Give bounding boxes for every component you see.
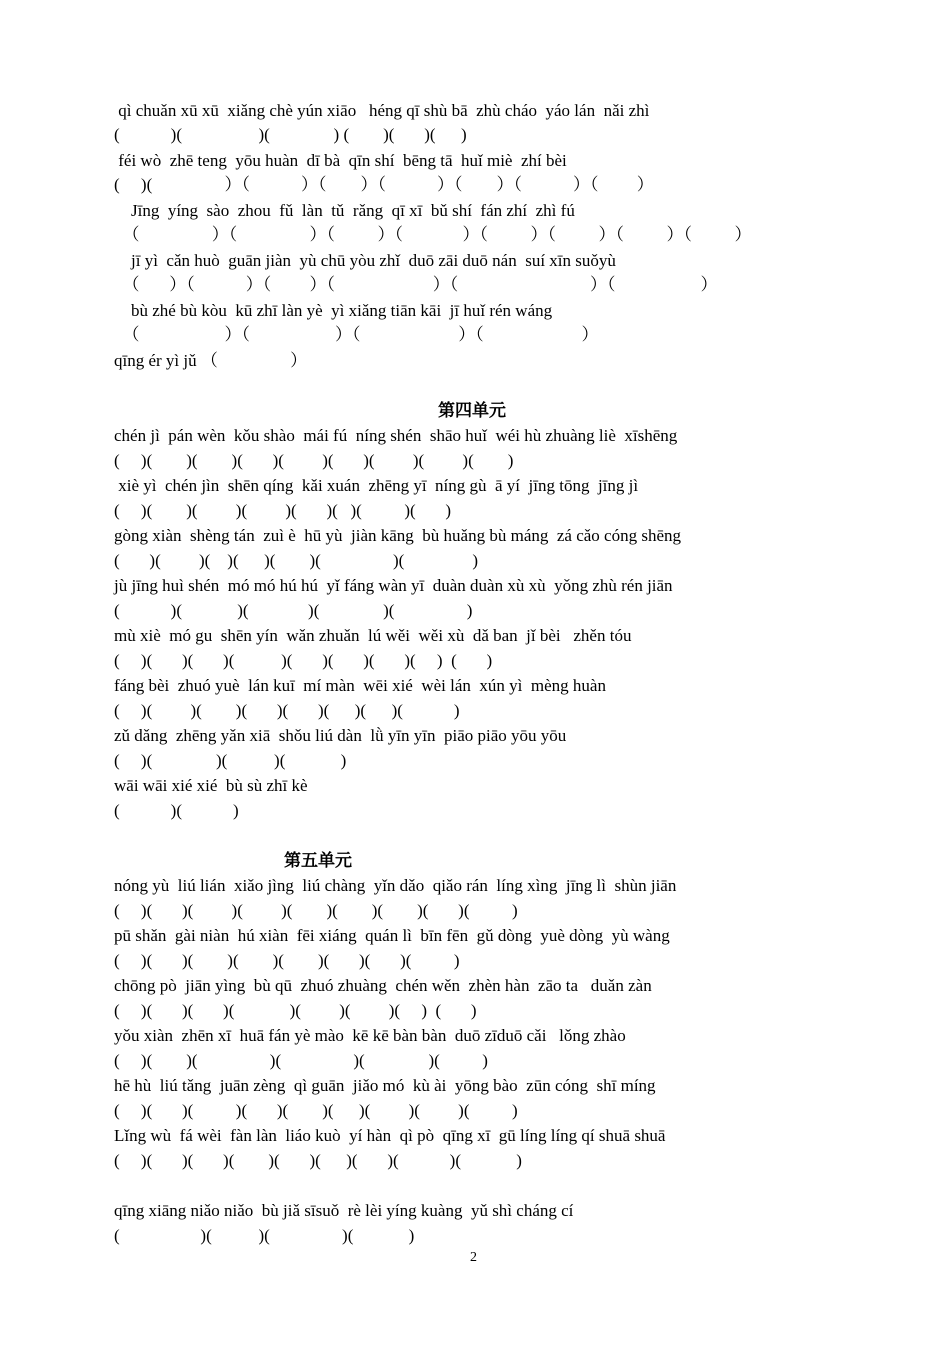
pinyin-line: nóng yù liú lián xiǎo jìng liú chàng yǐn dǎo qiǎo rán líng xìng jīng lì shùn jiān	[114, 876, 677, 895]
answer-blank-row: ( )( )( )( )( )( )( )( ) ( )	[114, 651, 493, 670]
pinyin-line: mù xiè mó gu shēn yín wǎn zhuǎn lú wěi wěi xù dǎ ban jǐ bèi zhěn tóu	[114, 626, 632, 645]
answer-blank-row: ( )( )( )( )( )( )( )( )( )	[114, 901, 518, 920]
answer-blank-row: ( )( )( )( )( )( )( )( )( )	[114, 1101, 518, 1120]
pinyin-line: jī yì cǎn huò guān jiàn yù chū yòu zhǐ duō zāi duō nán suí xīn suǒyù	[114, 251, 616, 270]
answer-blank-row: ( )( )( )( )( )( )( )( )	[114, 701, 460, 720]
page-number: 2	[470, 1250, 477, 1265]
pinyin-line: féi wò zhē teng yōu huàn dī bà qīn shí bēng tā huǐ miè zhí bèi	[114, 151, 567, 170]
pinyin-line: xiè yì chén jìn shēn qíng kǎi xuán zhēng yī níng gù ā yí jīng tōng jīng jì	[114, 476, 639, 495]
answer-blank-row: （ ）（ ）（ ）（ ）（ ）（ ）（ ）（ ）	[114, 225, 752, 244]
pinyin-line: gòng xiàn shèng tán zuì è hū yù jiàn kāng bù huǎng bù máng zá cǎo cóng shēng	[114, 526, 682, 545]
pinyin-line: wāi wāi xié xié bù sù zhī kè	[114, 776, 308, 795]
answer-blank-row: （ ）（ ）（ ）（ ）（ ）（ ）	[114, 275, 718, 294]
pinyin-line: zǔ dǎng zhēng yǎn xiā shǒu liú dàn lǜ yīn yīn piāo piāo yōu yōu	[114, 726, 567, 745]
pinyin-line: yǒu xiàn zhēn xī huā fán yè mào kē kē bàn bàn duō zīduō cǎi lǒng zhào	[114, 1026, 626, 1045]
pinyin-line: qīng ér yì jǔ （ ）	[114, 351, 308, 370]
pinyin-line: pū shǎn gài niàn hú xiàn fēi xiáng quán lì bīn fēn gǔ dòng yuè dòng yù wàng	[114, 926, 670, 945]
answer-blank-row: ( )( )( )( )( )( )( )( )	[114, 501, 452, 520]
answer-blank-row: ( )( )( ) ( )( )( )	[114, 125, 467, 144]
pinyin-line: qīng xiāng niǎo niǎo bù jiǎ sīsuǒ rè lèi yíng kuàng yǔ shì cháng cí	[114, 1201, 574, 1220]
answer-blank-row: ( )( )( )( )( )( )	[114, 1051, 488, 1070]
unit-heading: 第四单元	[438, 401, 506, 421]
answer-blank-row: （ ）（ ）（ ）（ ）	[114, 325, 599, 344]
pinyin-line: jù jīng huì shén mó mó hú hú yǐ fáng wàn yī duàn duàn xù xù yǒng zhù rén jiān	[114, 576, 673, 595]
pinyin-line: bù zhé bù kòu kū zhī làn yè yì xiǎng tiān kāi jī huǐ rén wáng	[114, 301, 553, 320]
answer-blank-row: ( )( ）（ ）（ ）（ ）（ ）（ ）（ ）	[114, 175, 654, 194]
answer-blank-row: ( )( )( )( )	[114, 1226, 415, 1245]
answer-blank-row: ( )( )( )( )( )	[114, 601, 473, 620]
answer-blank-row: ( )( )( )( )( )( )( )( )( )	[114, 1151, 522, 1170]
pinyin-line: chén jì pán wèn kǒu shào mái fú níng shén shāo huǐ wéi hù zhuàng liè xīshēng	[114, 426, 678, 445]
unit-heading: 第五单元	[284, 851, 352, 871]
pinyin-line: chōng pò jiān yìng bù qū zhuó zhuàng chén wěn zhèn hàn zāo ta duǎn zàn	[114, 976, 652, 995]
pinyin-line: Lǐng wù fá wèi fàn làn liáo kuò yí hàn qì pò qīng xī gū líng líng qí shuā shuā	[114, 1126, 666, 1145]
answer-blank-row: ( )( )( )( )( )( )( )	[114, 551, 479, 570]
pinyin-line: hē hù liú tǎng juān zèng qì guān jiǎo mó kù ài yōng bào zūn cóng shī míng	[114, 1076, 656, 1095]
pinyin-line: fáng bèi zhuó yuè lán kuī mí màn wēi xié wèi lán xún yì mèng huàn	[114, 676, 606, 695]
answer-blank-row: ( )( )( )( )( )( )( )( )	[114, 951, 460, 970]
pinyin-line: qì chuǎn xū xū xiǎng chè yún xiāo héng qī shù bā zhù cháo yáo lán nǎi zhì	[114, 101, 650, 120]
answer-blank-row: ( )( )( )( )( )( )( ) ( )	[114, 1001, 477, 1020]
answer-blank-row: ( )( )	[114, 801, 239, 820]
pinyin-line: Jīng yíng sào zhou fǔ làn tǔ rǎng qī xī bǔ shí fán zhí zhì fú	[114, 201, 575, 220]
answer-blank-row: ( )( )( )( )( )( )( )( )( )	[114, 451, 514, 470]
answer-blank-row: ( )( )( )( )	[114, 751, 347, 770]
